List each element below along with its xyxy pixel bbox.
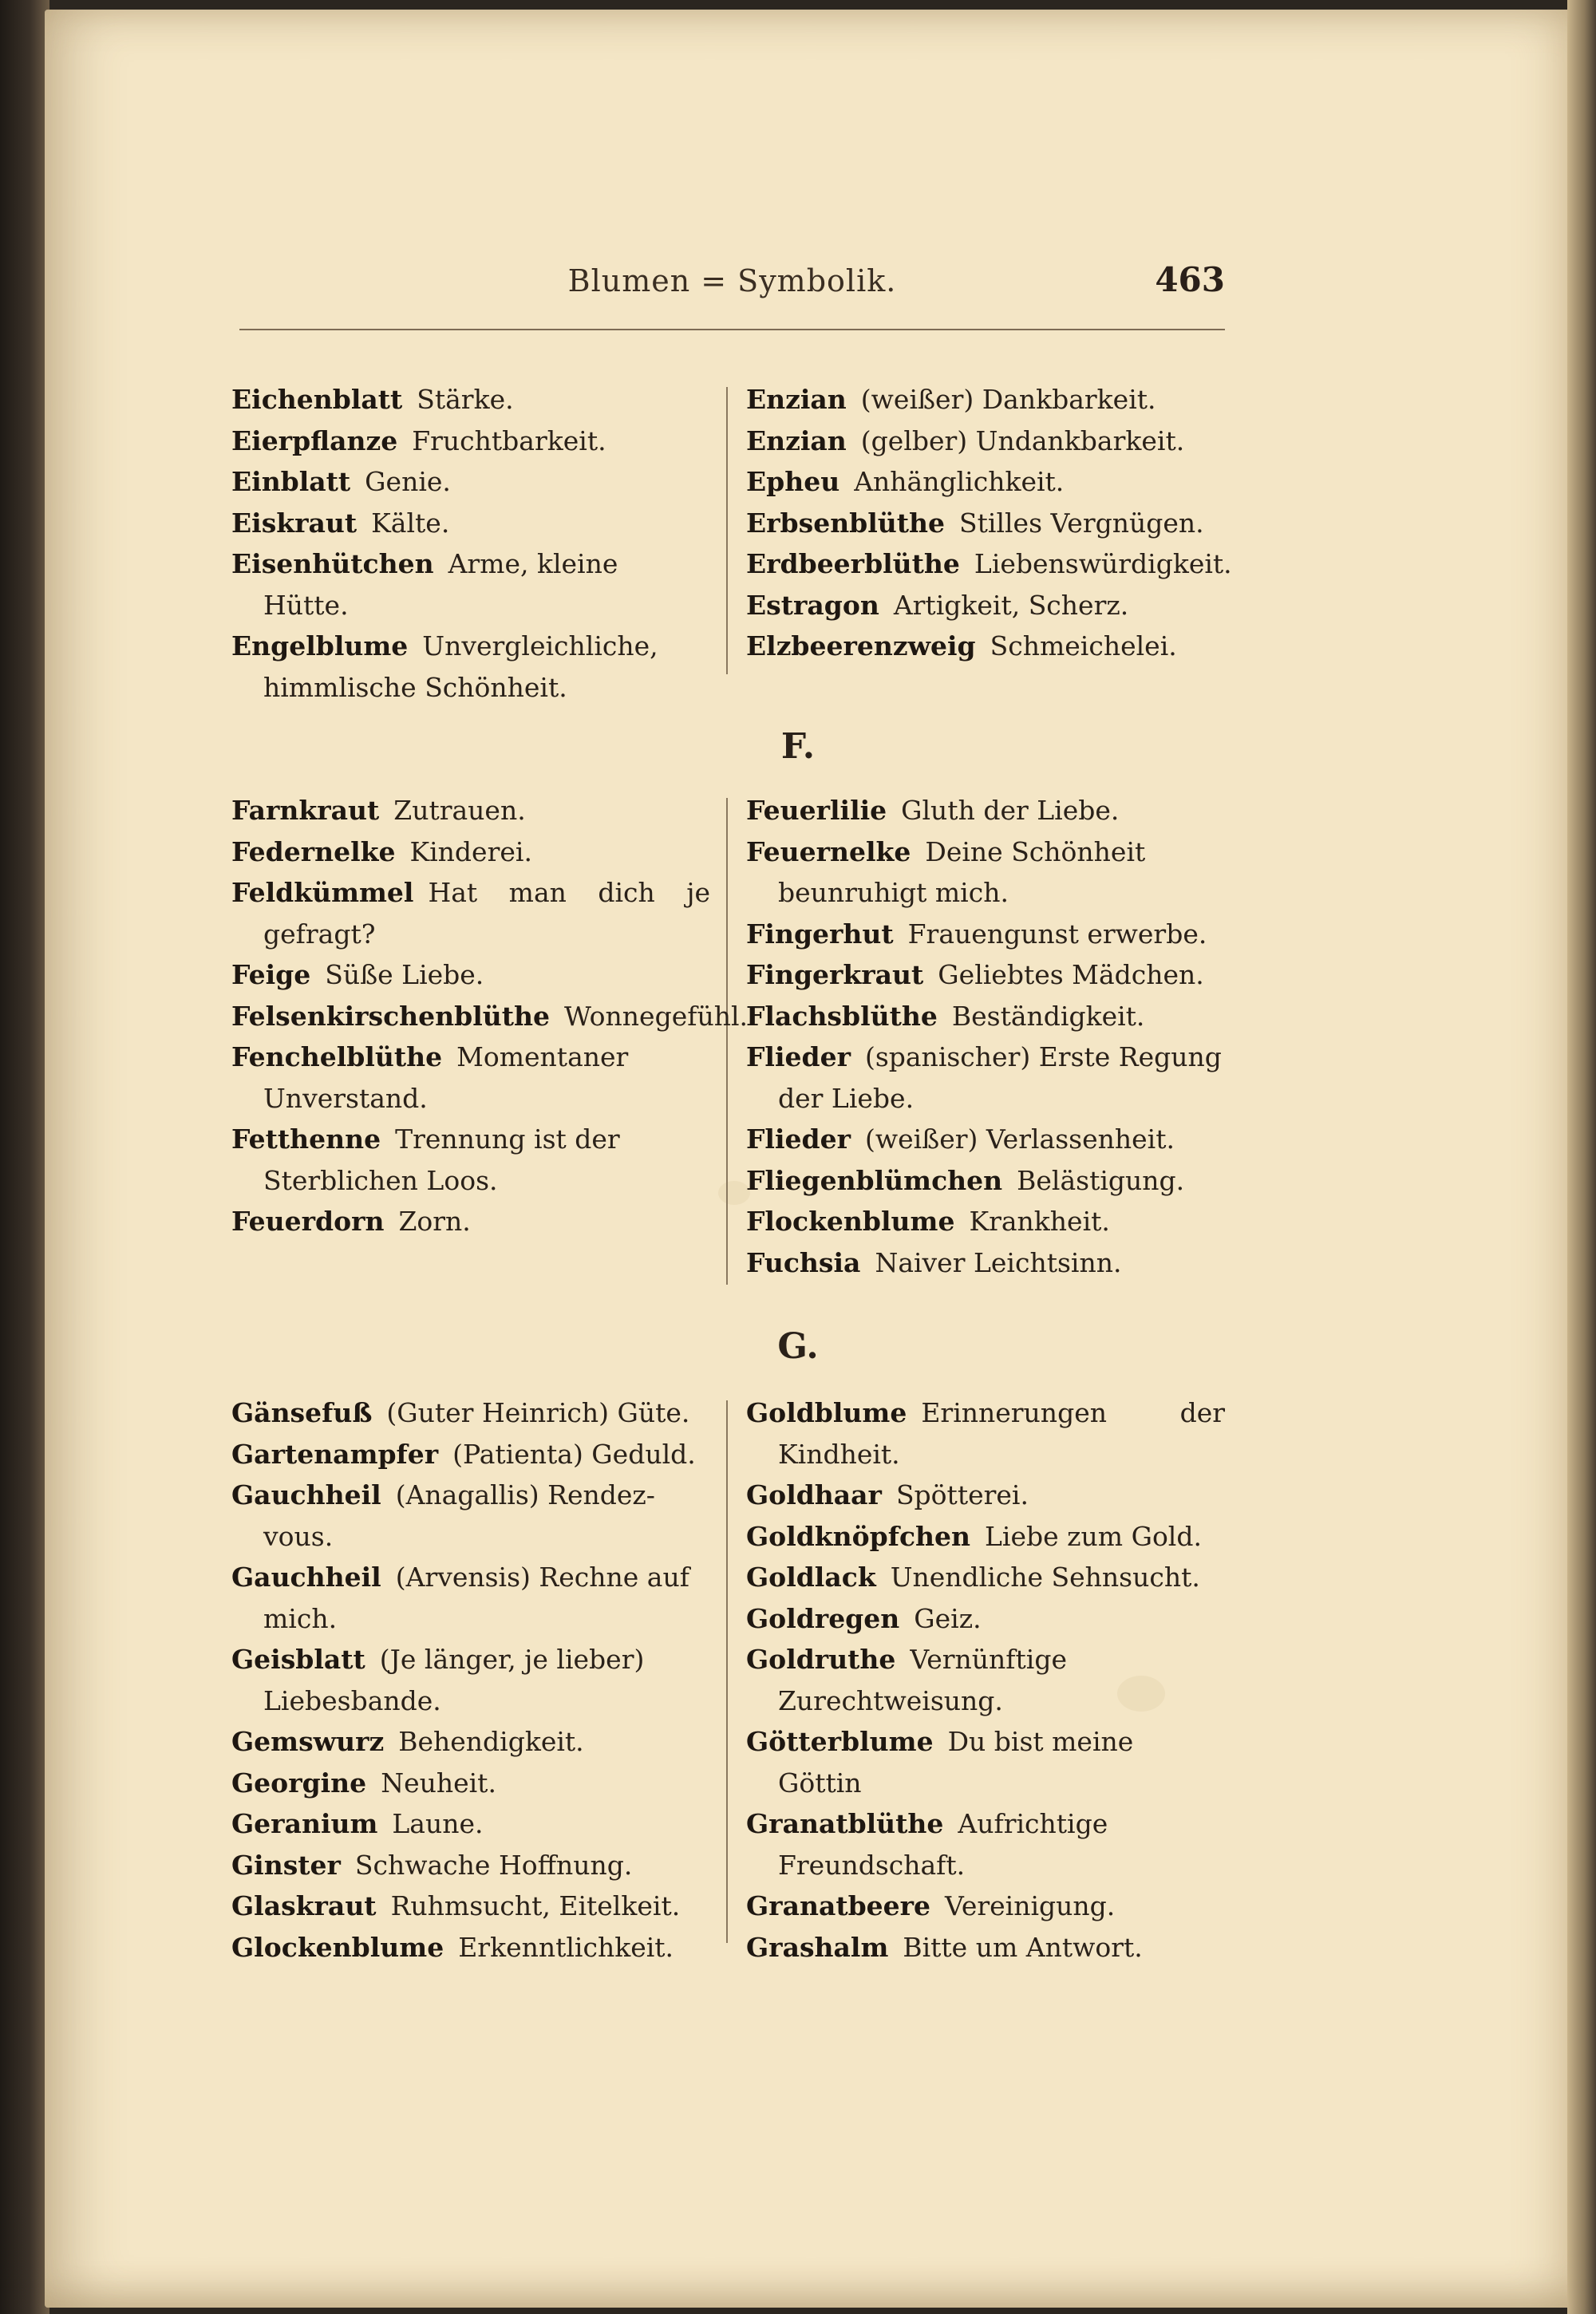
glossary-entry — [746, 626, 1225, 667]
entry-term: Geisblatt — [231, 1644, 365, 1675]
section-f-left-column — [231, 790, 749, 1242]
glossary-entry — [746, 421, 1225, 462]
book-spine — [0, 0, 49, 2314]
glossary-entry — [231, 379, 710, 421]
glossary-entry — [231, 1763, 710, 1804]
entry-meaning: Wonnegefühl. — [564, 1000, 749, 1032]
entry-meaning: Spötterei. — [895, 1479, 1029, 1510]
glossary-entry — [746, 585, 1225, 626]
glossary-entry — [746, 1557, 1225, 1598]
glossary-entry — [746, 1242, 1225, 1284]
entry-term: Goldruthe — [746, 1644, 896, 1675]
entry-term: Feuernelke — [746, 835, 911, 867]
glossary-entry — [746, 1160, 1225, 1202]
entry-meaning: Ruhmsucht, Eitelkeit. — [390, 1890, 681, 1921]
entry-term: Fliegenblümchen — [746, 1164, 1003, 1196]
entry-term: Fetthenne — [231, 1123, 381, 1155]
section-f-right-column — [746, 790, 1225, 1283]
glossary-entry — [746, 996, 1225, 1037]
glossary-entry — [231, 1119, 710, 1201]
section-e-right-column — [746, 379, 1232, 667]
entry-meaning: Gluth der Liebe. — [901, 795, 1120, 826]
page-header — [239, 260, 1225, 311]
entry-term: Gauchheil — [231, 1479, 381, 1510]
entry-meaning: Belästigung. — [1017, 1164, 1185, 1196]
entry-meaning: Kälte. — [371, 507, 450, 539]
entry-meaning: (Je länger, je lieber) Liebesbande. — [263, 1644, 645, 1716]
glossary-entry — [231, 461, 710, 503]
entry-term: Gauchheil — [231, 1562, 381, 1593]
entry-meaning: Vernünftige Zurechtweisung. — [778, 1644, 1067, 1716]
entry-term: Granatblüthe — [746, 1808, 944, 1839]
entry-term: Flachsblüthe — [746, 1000, 938, 1032]
entry-term: Feuerlilie — [746, 795, 887, 826]
glossary-entry — [231, 1721, 710, 1763]
entry-meaning: Artigkeit, Scherz. — [893, 589, 1129, 621]
entry-term: Eierpflanze — [231, 424, 398, 456]
entry-meaning: Liebenswürdigkeit. — [974, 548, 1232, 579]
glossary-entry — [231, 1392, 710, 1434]
entry-meaning: Arme, kleine Hütte. — [263, 548, 618, 621]
entry-term: Eisenhütchen — [231, 548, 434, 579]
entry-term: Grashalm — [746, 1931, 889, 1963]
entry-term: Eichenblatt — [231, 384, 403, 415]
glossary-entry — [231, 543, 710, 626]
entry-meaning: Genie. — [365, 466, 451, 497]
entry-term: Geranium — [231, 1808, 378, 1839]
entry-term: Flieder — [746, 1123, 851, 1155]
entry-term: Estragon — [746, 589, 879, 621]
section-heading-g: G. — [777, 1326, 819, 1367]
glossary-entry — [746, 503, 1225, 544]
entry-meaning: Vereinigung. — [945, 1890, 1116, 1921]
entry-meaning: Stilles Vergnügen. — [959, 507, 1204, 539]
entry-meaning: Schwache Hoffnung. — [354, 1849, 633, 1881]
running-title: Blumen = Symbolik. — [567, 263, 897, 298]
page-number: 463 — [1155, 260, 1225, 299]
entry-meaning: Erkenntlichkeit. — [458, 1931, 674, 1963]
entry-term: Georgine — [231, 1767, 367, 1799]
glossary-entry — [231, 503, 710, 544]
entry-meaning: Fruchtbarkeit. — [412, 424, 606, 456]
entry-term: Gartenampfer — [231, 1438, 439, 1470]
section-heading-f: F. — [780, 726, 816, 767]
entry-meaning: (weißer) Dankbarkeit. — [860, 384, 1156, 415]
entry-term: Goldhaar — [746, 1479, 882, 1510]
entry-term: Erbsenblüthe — [746, 507, 946, 539]
entry-term: Götterblume — [746, 1726, 934, 1757]
glossary-entry — [231, 1201, 710, 1242]
glossary-entry — [746, 1119, 1225, 1160]
glossary-entry — [231, 421, 710, 462]
glossary-entry — [231, 996, 749, 1037]
glossary-entry — [746, 1803, 1225, 1886]
entry-term: Ginster — [231, 1849, 341, 1881]
entry-term: Eiskraut — [231, 507, 358, 539]
entry-meaning: Laune. — [392, 1808, 484, 1839]
entry-term: Feige — [231, 959, 311, 990]
glossary-entry — [746, 1721, 1225, 1803]
entry-meaning: Naiver Leichtsinn. — [875, 1246, 1122, 1278]
entry-meaning: (Guter Heinrich) Güte. — [386, 1397, 690, 1428]
glossary-entry — [746, 1037, 1225, 1119]
glossary-entry — [746, 1639, 1225, 1721]
entry-term: Goldlack — [746, 1562, 876, 1593]
entry-meaning: Geliebtes Mädchen. — [938, 959, 1204, 990]
glossary-entry — [746, 1392, 1225, 1475]
glossary-entry — [746, 379, 1225, 421]
entry-term: Fuchsia — [746, 1246, 861, 1278]
entry-term: Feuerdorn — [231, 1206, 385, 1237]
entry-term: Goldknöpfchen — [746, 1520, 971, 1552]
entry-term: Fingerhut — [746, 918, 894, 950]
glossary-entry — [231, 831, 710, 873]
entry-term: Glaskraut — [231, 1890, 377, 1921]
glossary-entry — [231, 1803, 710, 1845]
glossary-entry — [231, 790, 710, 831]
paper-stain — [718, 1181, 750, 1205]
entry-term: Goldregen — [746, 1602, 900, 1634]
glossary-entry — [746, 1598, 1225, 1640]
entry-meaning: Du bist meine Göttin — [778, 1726, 1134, 1799]
glossary-entry — [746, 831, 1225, 914]
entry-meaning: Zutrauen. — [393, 795, 526, 826]
entry-meaning: Trennung ist der Sterblichen Loos. — [263, 1123, 620, 1196]
entry-meaning: Süße Liebe. — [325, 959, 484, 990]
glossary-entry — [231, 1557, 710, 1639]
entry-meaning: Deine Schönheit beunruhigt mich. — [778, 835, 1146, 908]
entry-meaning: (weißer) Verlassenheit. — [864, 1123, 1175, 1155]
column-divider — [726, 1400, 728, 1943]
glossary-entry — [231, 1927, 710, 1968]
entry-term: Epheu — [746, 466, 840, 497]
glossary-entry — [231, 626, 710, 708]
entry-meaning: Schmeichelei. — [990, 630, 1177, 661]
entry-meaning: Aufrichtige Freundschaft. — [778, 1808, 1108, 1881]
glossary-entry — [746, 1516, 1225, 1558]
entry-meaning: Zorn. — [398, 1206, 471, 1237]
section-g-left-column — [231, 1392, 710, 1968]
glossary-entry — [746, 1475, 1225, 1516]
glossary-entry — [231, 1639, 710, 1721]
section-g-right-column — [746, 1392, 1225, 1968]
entry-meaning: Unvergleichliche, himmlische Schönheit. — [263, 630, 658, 703]
entry-term: Felsenkirschenblüthe — [231, 1000, 550, 1032]
entry-meaning: (gelber) Undankbarkeit. — [860, 424, 1185, 456]
glossary-entry — [231, 1886, 710, 1927]
glossary-entry — [746, 543, 1232, 585]
glossary-entry — [231, 1475, 710, 1557]
page-edge — [1567, 0, 1596, 2314]
entry-term: Fenchelblüthe — [231, 1041, 443, 1072]
entry-term: Gänsefuß — [231, 1397, 373, 1428]
glossary-entry — [231, 1037, 710, 1119]
glossary-entry — [231, 872, 710, 954]
entry-meaning: (spanischer) Erste Regung der Liebe. — [778, 1041, 1222, 1114]
glossary-entry — [231, 1434, 710, 1475]
entry-meaning: Beständigkeit. — [951, 1000, 1145, 1032]
column-divider — [726, 798, 728, 1285]
entry-meaning: Behendigkeit. — [398, 1726, 584, 1757]
entry-meaning: Liebe zum Gold. — [985, 1520, 1202, 1552]
entry-meaning: (Arvensis) Rechne auf mich. — [263, 1562, 689, 1634]
entry-meaning: Neuheit. — [381, 1767, 496, 1799]
entry-term: Farnkraut — [231, 795, 380, 826]
entry-term: Enzian — [746, 424, 847, 456]
entry-term: Erdbeerblüthe — [746, 548, 960, 579]
glossary-entry — [231, 954, 710, 996]
entry-term: Feldkümmel — [231, 877, 414, 908]
entry-term: Flockenblume — [746, 1206, 955, 1237]
entry-term: Elzbeerenzweig — [746, 630, 976, 661]
entry-meaning: Stärke. — [417, 384, 514, 415]
entry-meaning: Erinnerungen der Kindheit. — [778, 1397, 1225, 1470]
entry-term: Fingerkraut — [746, 959, 924, 990]
entry-meaning: Anhänglichkeit. — [854, 466, 1065, 497]
section-e-left-column — [231, 379, 710, 708]
glossary-entry — [746, 954, 1225, 996]
entry-term: Engelblume — [231, 630, 409, 661]
entry-term: Granatbeere — [746, 1890, 931, 1921]
entry-term: Enzian — [746, 384, 847, 415]
glossary-entry — [746, 1927, 1225, 1968]
entry-meaning: Bitte um Antwort. — [903, 1931, 1143, 1963]
entry-meaning: Hat man dich je gefragt? — [263, 877, 710, 950]
glossary-entry — [746, 461, 1225, 503]
glossary-entry — [231, 1845, 710, 1886]
entry-meaning: (Patienta) Geduld. — [452, 1438, 696, 1470]
entry-meaning: Momentaner Unverstand. — [263, 1041, 629, 1114]
entry-term: Federnelke — [231, 835, 396, 867]
entry-meaning: Frauengunst erwerbe. — [907, 918, 1207, 950]
entry-term: Gemswurz — [231, 1726, 385, 1757]
column-divider — [726, 387, 728, 674]
glossary-entry — [746, 790, 1225, 831]
glossary-entry — [746, 1886, 1225, 1927]
entry-meaning: Geiz. — [914, 1602, 982, 1634]
entry-meaning: Unendliche Sehnsucht. — [890, 1562, 1200, 1593]
entry-term: Goldblume — [746, 1397, 907, 1428]
entry-term: Einblatt — [231, 466, 351, 497]
entry-meaning: (Anagallis) Rendez-vous. — [263, 1479, 655, 1552]
entry-meaning: Kinderei. — [409, 835, 532, 867]
entry-term: Flieder — [746, 1041, 851, 1072]
glossary-entry — [746, 1201, 1225, 1242]
glossary-entry — [746, 914, 1225, 955]
entry-meaning: Krankheit. — [969, 1206, 1110, 1237]
header-rule — [239, 329, 1225, 330]
entry-term: Glockenblume — [231, 1931, 444, 1963]
